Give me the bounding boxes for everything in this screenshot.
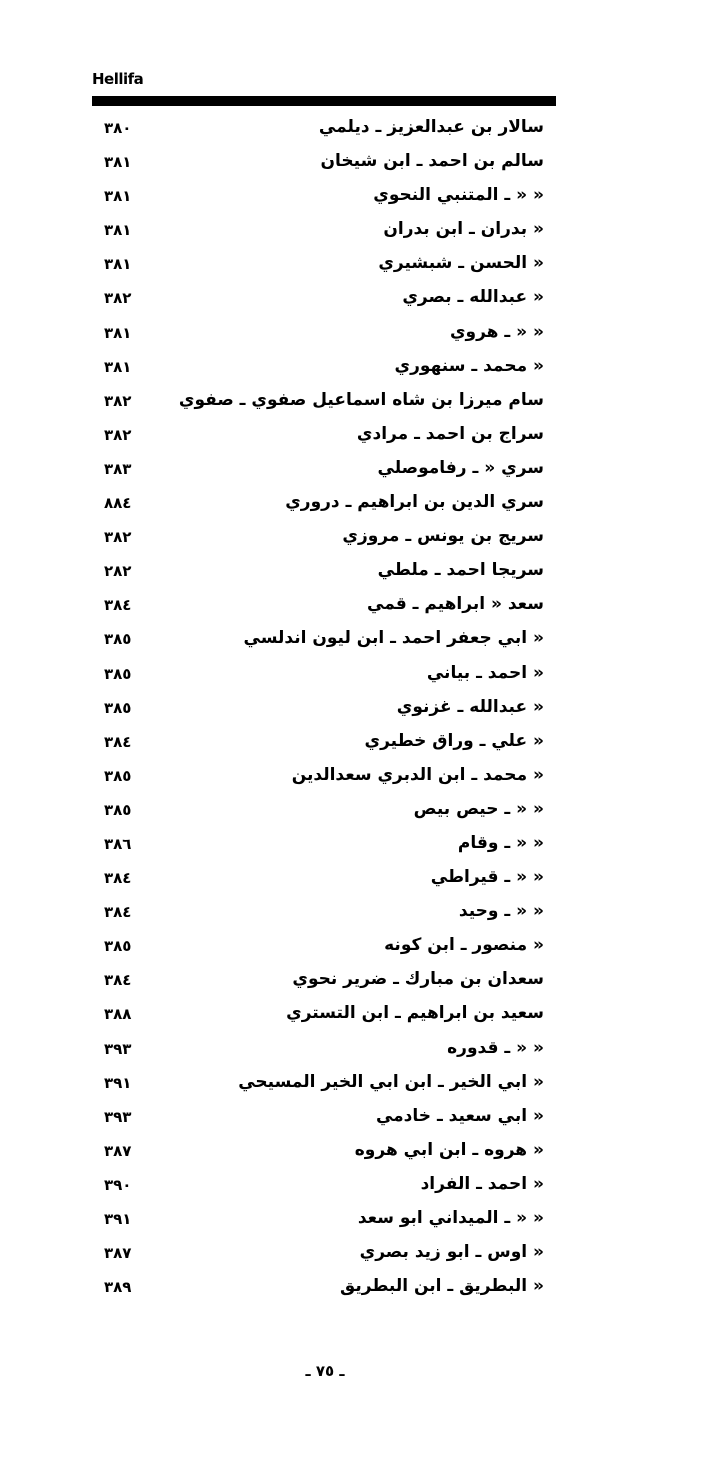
index-entry: [92, 729, 552, 763]
entry-page-number: ٣٩٣: [104, 1107, 132, 1126]
index-entry: [92, 967, 552, 1001]
entry-page-number: ٣٨١: [104, 221, 132, 240]
entry-page-number: ٣٨١: [104, 255, 132, 274]
entry-name: « « ـ وقام: [457, 832, 544, 853]
page-header-mark: Hellifa: [92, 70, 144, 88]
entry-page-number: ٣٨٥: [104, 766, 132, 785]
entry-name: « البطريق ـ ابن البطريق: [340, 1276, 544, 1297]
entry-page-number: ٢٨٢: [104, 562, 132, 581]
index-entry: [92, 865, 552, 899]
entry-name: « احمد ـ بياني: [426, 662, 544, 683]
index-entry: [92, 524, 552, 558]
entry-page-number: ٣٨٤: [104, 869, 132, 888]
index-entry: [92, 183, 552, 217]
entry-name: « احمد ـ الفراد: [420, 1173, 544, 1194]
entry-name: سام ميرزا بن شاه اسماعيل صفوي ـ صفوي: [178, 389, 544, 410]
entry-page-number: ٣٨٤: [104, 732, 132, 751]
entry-page-number: ٣٨٣: [104, 459, 132, 478]
index-entry: [92, 456, 552, 490]
entry-page-number: ٣٨٩: [104, 1278, 132, 1297]
entry-page-number: ٣٨٤: [104, 903, 132, 922]
page-number: ـ ٧٥ ـ: [305, 1362, 345, 1380]
index-entry: [92, 1036, 552, 1070]
index-entry: [92, 217, 552, 251]
entry-page-number: ٣٩٣: [104, 1039, 132, 1058]
index-entry: [92, 1206, 552, 1240]
header-rule: [92, 96, 556, 106]
index-entry: [92, 592, 552, 626]
entry-page-number: ٣٩٠: [104, 1175, 132, 1194]
entry-name: « منصور ـ ابن كونه: [384, 935, 544, 956]
index-entry: [92, 1001, 552, 1035]
entry-name: « « ـ وحيد: [458, 901, 544, 922]
entry-name: سري الدين بن ابراهيم ـ دروري: [285, 492, 544, 513]
entry-page-number: ٣٩١: [104, 1073, 132, 1092]
entry-name: « « ـ حيص بيص: [413, 798, 544, 819]
entry-page-number: ٣٨٨: [104, 1005, 132, 1024]
entry-name: سريج بن يونس ـ مروزي: [342, 526, 544, 547]
index-entry: [92, 354, 552, 388]
entry-name: سعد « ابراهيم ـ قمي: [367, 594, 544, 615]
index-entry: [92, 661, 552, 695]
entry-name: « ابي الخير ـ ابن ابي الخير المسيحي: [238, 1071, 544, 1092]
entry-page-number: ٣٨١: [104, 357, 132, 376]
entry-name: « علي ـ وراق خطيري: [364, 730, 544, 751]
index-entry: [92, 1104, 552, 1138]
entry-page-number: ٣٨٥: [104, 664, 132, 683]
entry-name: « محمد ـ ابن الدبري سعدالدين: [291, 764, 544, 785]
entry-name: سعدان بن مبارك ـ ضرير نحوي: [292, 969, 544, 990]
index-entry: [92, 695, 552, 729]
index-list: [92, 115, 552, 1308]
entry-name: سعيد بن ابراهيم ـ ابن التستري: [286, 1003, 544, 1024]
index-entry: [92, 763, 552, 797]
index-entry: [92, 490, 552, 524]
entry-page-number: ٣٨٦: [104, 834, 132, 853]
entry-name: سراج بن احمد ـ مرادي: [356, 423, 544, 444]
index-entry: [92, 626, 552, 660]
index-entry: [92, 115, 552, 149]
index-entry: [92, 831, 552, 865]
index-entry: [92, 933, 552, 967]
entry-page-number: ٣٨٤: [104, 971, 132, 990]
entry-name: سالم بن احمد ـ ابن شيخان: [320, 151, 544, 172]
index-entry: [92, 320, 552, 354]
entry-name: « اوس ـ ابو زيد بصري: [359, 1242, 544, 1263]
index-entry: [92, 558, 552, 592]
entry-name: « ابي سعيد ـ خادمي: [375, 1105, 544, 1126]
index-entry: [92, 1070, 552, 1104]
entry-page-number: ٨٨٤: [104, 494, 132, 513]
entry-name: سري « ـ رفاموصلي: [377, 457, 544, 478]
entry-page-number: ٣٨٢: [104, 289, 132, 308]
index-entry: [92, 1240, 552, 1274]
entry-page-number: ٣٨٢: [104, 425, 132, 444]
entry-page-number: ٣٩١: [104, 1210, 132, 1228]
entry-name: « « ـ قدوره: [447, 1037, 544, 1058]
entry-name: « بدران ـ ابن بدران: [383, 219, 544, 240]
entry-name: « « ـ المتنبي النحوي: [373, 185, 544, 206]
index-entry: [92, 388, 552, 422]
entry-page-number: ٣٨١: [104, 187, 132, 206]
index-entry: [92, 797, 552, 831]
index-entry: [92, 1274, 552, 1308]
entry-page-number: ٣٨١: [104, 323, 132, 342]
index-entry: [92, 899, 552, 933]
index-entry: [92, 422, 552, 456]
entry-page-number: ٣٨٥: [104, 800, 132, 819]
entry-name: « عبدالله ـ غزنوي: [396, 696, 544, 717]
index-entry: [92, 1172, 552, 1206]
entry-page-number: ٣٨١: [104, 153, 132, 172]
entry-name: « « ـ قيراطي: [430, 867, 544, 888]
entry-name: سالار بن عبدالعزيز ـ ديلمي: [318, 117, 544, 137]
index-entry: [92, 149, 552, 183]
entry-page-number: ٣٨٢: [104, 528, 132, 547]
entry-page-number: ٣٨٢: [104, 391, 132, 410]
entry-page-number: ٣٨٧: [104, 1141, 132, 1160]
entry-name: « ابي جعفر احمد ـ ابن ليون اندلسي: [243, 628, 544, 649]
entry-page-number: ٣٨٠: [104, 119, 132, 137]
index-entry: [92, 285, 552, 319]
entry-name: « الحسن ـ شبشيري: [378, 253, 544, 274]
entry-name: « عبدالله ـ بصري: [402, 287, 544, 308]
index-entry: [92, 1138, 552, 1172]
entry-name: « محمد ـ سنهوري: [394, 355, 544, 376]
entry-name: سريجا احمد ـ ملطي: [377, 560, 544, 581]
entry-page-number: ٣٨٥: [104, 937, 132, 956]
entry-name: « هروه ـ ابن ابي هروه: [354, 1139, 544, 1160]
entry-page-number: ٣٨٧: [104, 1244, 132, 1263]
entry-page-number: ٣٨٤: [104, 596, 132, 615]
entry-name: « « ـ الميداني ابو سعد: [357, 1208, 544, 1228]
entry-page-number: ٣٨٥: [104, 630, 132, 649]
entry-name: « « ـ هروي: [449, 321, 544, 342]
index-entry: [92, 251, 552, 285]
entry-page-number: ٣٨٥: [104, 698, 132, 717]
